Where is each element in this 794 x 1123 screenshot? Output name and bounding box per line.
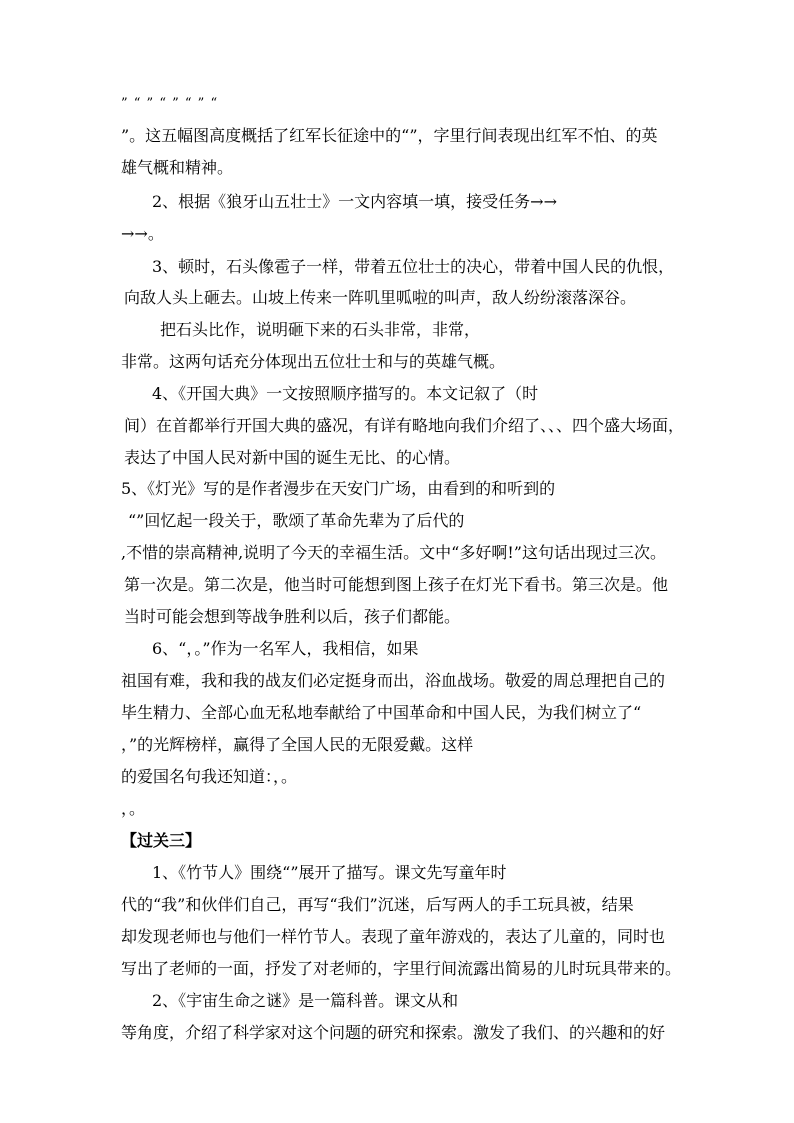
text-line: 祖国有难，我和我的战友们必定挺身而出，浴血战场。敬爱的周总理把自己的 bbox=[121, 671, 666, 690]
text-line: 等角度，介绍了科学家对这个问题的研究和探索。激发了我们、的兴趣和的好 bbox=[121, 1023, 666, 1042]
text-line: 雄气概和精神。 bbox=[121, 158, 234, 177]
text-line: 却发现老师也与他们一样竹节人。表现了童年游戏的，表达了儿童的，同时也 bbox=[121, 927, 666, 946]
question-4: 4、《开国大典》一文按照顺序描写的。本文记叙了（时 bbox=[152, 384, 539, 403]
text-line: ，”的光辉榜样，赢得了全国人民的无限爱戴。这样 bbox=[121, 735, 474, 754]
question-5: 5、《灯光》写的是作者漫步在天安门广场，由看到的和听到的 bbox=[121, 479, 556, 498]
text-line: ，。 bbox=[121, 799, 146, 818]
text-line: “”回忆起一段关于，歌颂了革命先辈为了后代的 bbox=[128, 511, 465, 530]
question-1: 1、《竹节人》围绕“”展开了描写。课文先写童年时 bbox=[152, 863, 507, 882]
text-line: 非常。这两句话充分体现出五位壮士和与的英雄气概。 bbox=[121, 352, 506, 371]
question-3: 3、顿时，石头像雹子一样，带着五位壮士的决心，带着中国人民的仇恨， bbox=[152, 257, 675, 276]
section-heading: 【过关三】 bbox=[121, 831, 202, 850]
text-line: 间）在首都举行开国大典的盛况，有详有略地向我们介绍了、、、四个盛大场面， bbox=[124, 416, 685, 435]
text-line: 把石头比作，说明砸下来的石头非常，非常， bbox=[160, 320, 481, 339]
question-2: 2、根据《狼牙山五壮士》一文内容填一填，接受任务→→ bbox=[152, 192, 557, 211]
text-line: 向敌人头上砸去。山坡上传来一阵叽里呱啦的叫声，敌人纷纷滚落深谷。 bbox=[124, 288, 637, 307]
text-line: 的爱国名句我还知道：，。 bbox=[121, 767, 298, 786]
text-line: 写出了老师的一面，抒发了对老师的，字里行间流露出简易的儿时玩具带来的。 bbox=[121, 959, 682, 978]
text-line: ,不惜的崇高精神,说明了今天的幸福生活。文中“多好啊!”这句话出现过三次。 bbox=[121, 543, 666, 562]
text-line: →→。 bbox=[121, 224, 164, 243]
text-line: 毕生精力、全部心血无私地奉献给了中国革命和中国人民，为我们树立了“ bbox=[121, 703, 642, 722]
text-line: 第一次是。第二次是，他当时可能想到图上孩子在灯光下看书。第三次是。他 bbox=[124, 575, 669, 594]
question-2b: 2、《宇宙生命之谜》是一篇科普。课文从和 bbox=[152, 991, 459, 1010]
text-line: 表达了中国人民对新中国的诞生无比、的心情。 bbox=[124, 448, 461, 467]
text-line: ”。这五幅图高度概括了红军长征途中的“”，字里行间表现出红军不怕、的英 bbox=[121, 126, 658, 145]
question-6: 6、“，。”作为一名军人，我相信，如果 bbox=[152, 639, 419, 658]
text-line: 当时可能会想到等战争胜利以后，孩子们都能。 bbox=[124, 607, 461, 626]
quote-marks-line: ” “ ” “ ” “ ” “ bbox=[121, 96, 219, 111]
text-line: 代的“我”和伙伴们自己，再写“我们”沉迷，后写两人的手工玩具被，结果 bbox=[121, 895, 634, 914]
